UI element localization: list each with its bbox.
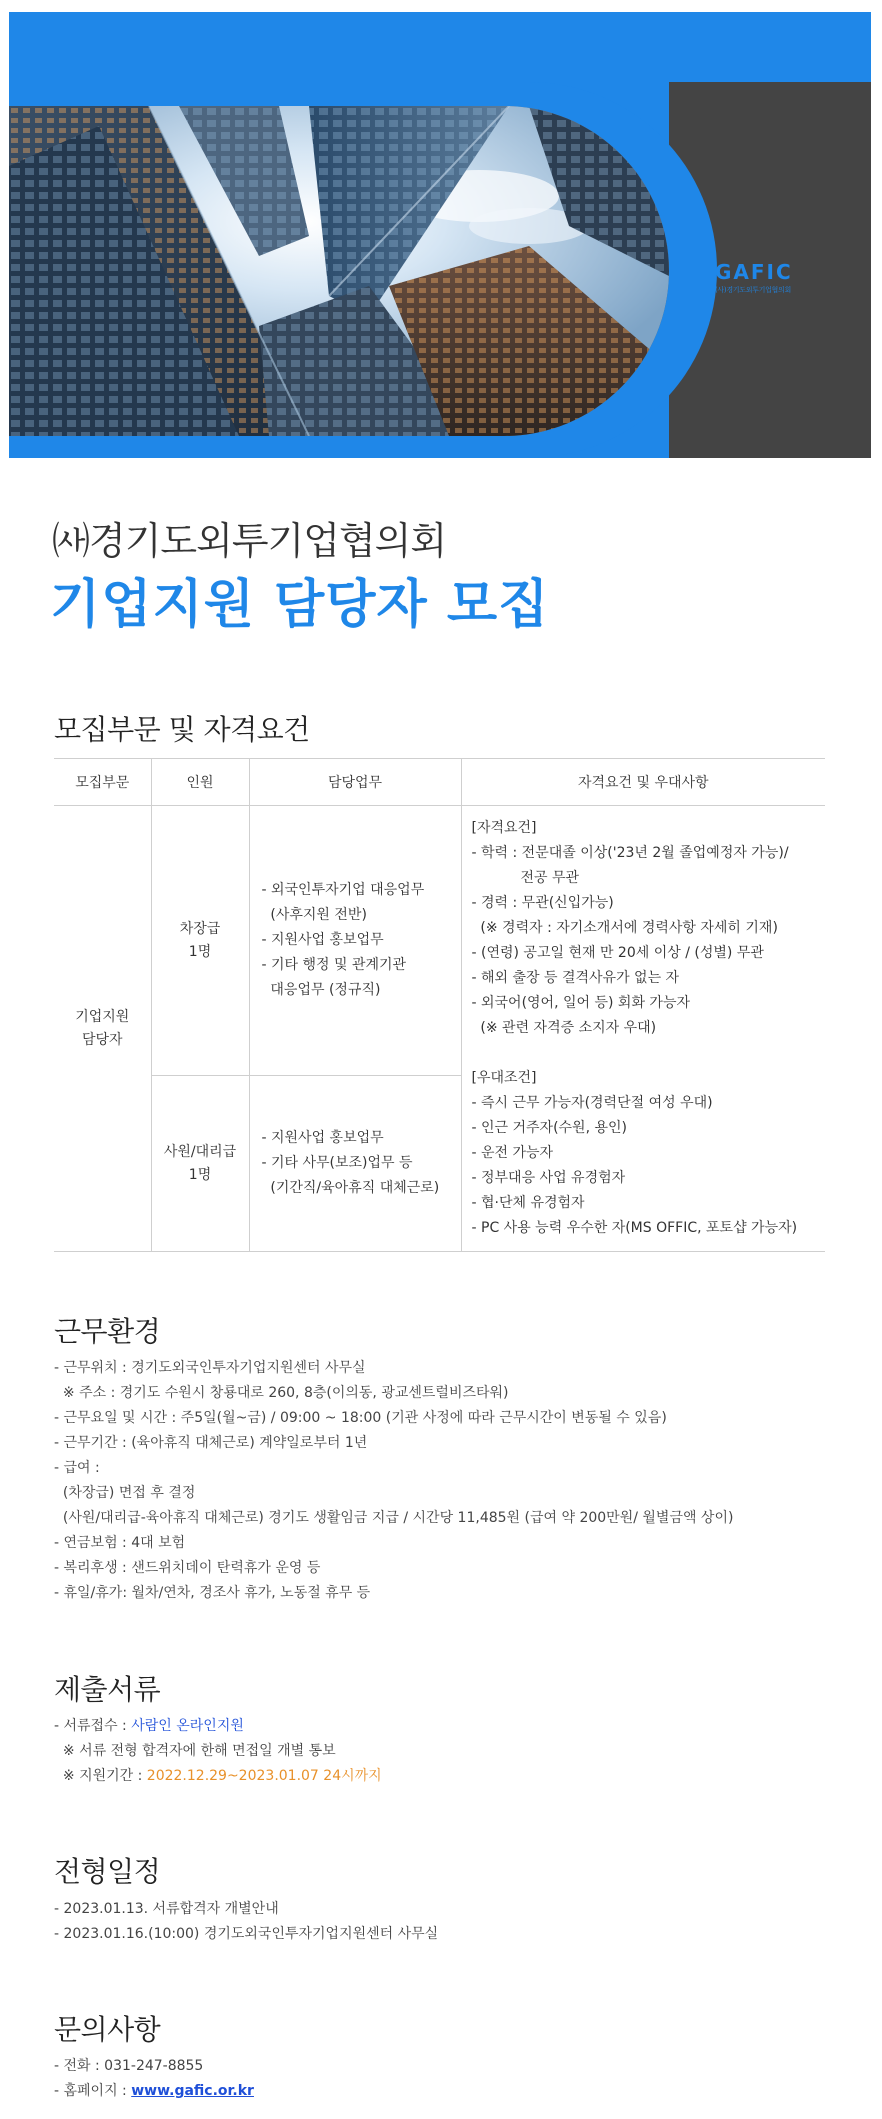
- homepage-label: - 홈페이지 :: [54, 2083, 132, 2099]
- receipt-label: - 서류접수 :: [54, 1718, 132, 1734]
- duties-cell: - 지원사업 홍보업무 - 기타 사무(보조)업무 등 (기간직/육아휴직 대체근로): [249, 1076, 461, 1252]
- recruit-section-title: 모집부문 및 자격요건: [54, 713, 310, 746]
- headcount-cell: 차장급 1명: [151, 806, 249, 1076]
- documents-details: [54, 1714, 382, 1789]
- period-label: ※ 지원기간 :: [54, 1768, 147, 1784]
- column-header: 모집부문: [54, 759, 151, 806]
- column-header: 자격요건 및 우대사항: [461, 759, 825, 806]
- work-env-section-title: 근무환경: [54, 1315, 161, 1348]
- column-header: 인원: [151, 759, 249, 806]
- table-row: [54, 806, 825, 1076]
- duties-cell: - 외국인투자기업 대응업무 (사후지원 전반) - 지원사업 홍보업무 - 기타 행정 및 관계기관 대응업무 (정규직): [249, 806, 461, 1076]
- hero-banner: [9, 12, 871, 458]
- work-env-details: - 근무위치 : 경기도외국인투자기업지원센터 사무실 ※ 주소 : 경기도 수원시 창룡대로 260, 8층(이의동, 광교센트럴비즈타워) - 근무요일 및 시간 : 주5일(월~금) / 09:00 ~ 18:00 (기관 사정에 따라 근무시간이 변동될 수 있음) - 근무기간 : (육아휴직 대체근로) 계약일로부터 1년 - 급여 : (차장급) 면접 후 결정 (사원/대리급-육아휴직 대체근로) 경기도 생활임금 지급 / 시간당 11,485원 (급여 약 200만원/ 월별금액 상이) - 연금보험 : 4대 보험 - 복리후생 : 샌드위치데이 탄력휴가 운영 등 - 휴일/휴가: 월차/연차, 경조사 휴가, 노동절 휴무 등: [54, 1360, 734, 1601]
- schedule-details: - 2023.01.13. 서류합격자 개별안내 - 2023.01.16.(10:00) 경기도외국인투자기업지원센터 사무실: [54, 1901, 439, 1942]
- organization-name: ㈔경기도외투기업협의회: [52, 519, 447, 563]
- interview-notice: ※ 서류 전형 합격자에 한해 면접일 개별 통보: [54, 1743, 336, 1759]
- phone-text: - 전화 : 031-247-8855: [54, 2058, 204, 2074]
- page-headline: 기업지원 담당자 모집: [50, 575, 550, 635]
- column-header: 담당업무: [249, 759, 461, 806]
- gafic-logo-subtitle: (사)경기도외투기업협의회: [715, 286, 791, 294]
- contact-details: [54, 2054, 254, 2104]
- contact-section-title: 문의사항: [54, 2013, 161, 2046]
- gafic-logo: [715, 260, 855, 295]
- headcount-cell: 사원/대리급 1명: [151, 1076, 249, 1252]
- documents-section-title: 제출서류: [54, 1673, 161, 1706]
- hero-skyscraper-photo: [9, 106, 669, 436]
- department-cell: 기업지원 담당자: [54, 806, 151, 1252]
- recruit-table: [54, 758, 825, 1252]
- receipt-value: 사람인 온라인지원: [131, 1718, 244, 1734]
- gafic-logo-mark: GAFIC: [715, 260, 793, 284]
- schedule-section-title: 전형일정: [54, 1855, 161, 1888]
- homepage-link[interactable]: www.gafic.or.kr: [131, 2083, 254, 2099]
- period-value: 2022.12.29~2023.01.07 24시까지: [146, 1768, 382, 1784]
- table-header-row: [54, 759, 825, 806]
- qualifications-cell: [자격요건] - 학력 : 전문대졸 이상('23년 2월 졸업예정자 가능)/ 전공 무관 - 경력 : 무관(신입가능) (※ 경력자 : 자기소개서에 경력사항 자세히 기재) - (연령) 공고일 현재 만 20세 이상 / (성별) 무관 - 해외 출장 등 결격사유가 없는 자 - 외국어(영어, 일어 등) 회화 가능자 (※ 관련 자격증 소지자 우대) [우대조건] - 즉시 근무 가능자(경력단절 여성 우대) - 인근 거주자(수원, 용인) - 운전 가능자 - 정부대응 사업 유경험자 - 협·단체 유경험자 - PC 사용 능력 우수한 자(MS OFFIC, 포토샵 가능자): [461, 806, 825, 1252]
